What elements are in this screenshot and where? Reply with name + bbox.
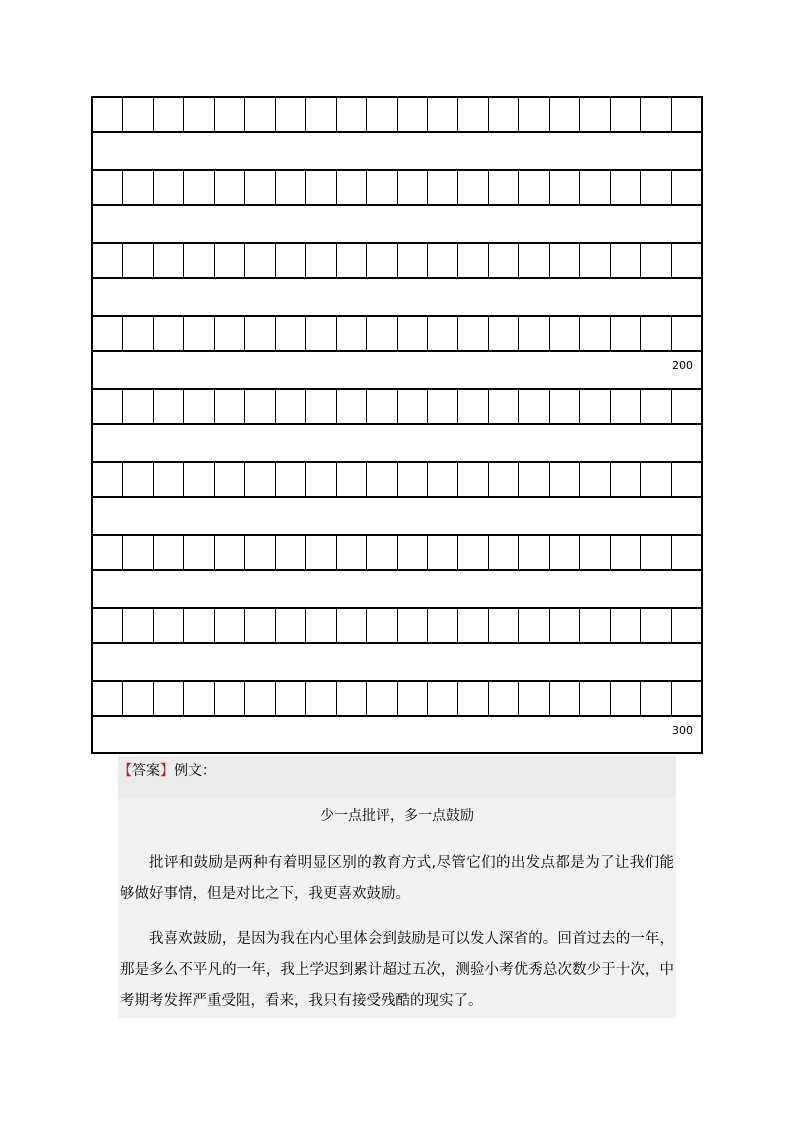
- grid-cell: [306, 317, 336, 351]
- grid-cell: [489, 244, 519, 278]
- grid-cell: [611, 244, 641, 278]
- grid-cell: [672, 98, 701, 132]
- grid-row-divider: [93, 277, 701, 279]
- grid-cell: [337, 390, 367, 424]
- grid-cell: [550, 98, 580, 132]
- grid-cell: [458, 463, 488, 497]
- grid-cell: [306, 536, 336, 570]
- grid-cell: [367, 244, 397, 278]
- grid-cell: [154, 609, 184, 643]
- essay-paragraph-2: 我喜欢鼓励，是因为我在内心里体会到鼓励是可以发人深省的。回首过去的一年，那是多么不平凡的一年，我上学迟到累计超过五次，测验小考优秀总次数少于十次，中考期考发挥严重受阻，看来，我只有接受残酷的现实了。: [120, 931, 674, 1009]
- grid-cell: [550, 317, 580, 351]
- grid-row: [93, 463, 701, 497]
- grid-cell: [580, 682, 610, 716]
- grid-cell: [93, 98, 123, 132]
- grid-cell: [93, 536, 123, 570]
- grid-cell: [215, 609, 245, 643]
- grid-cell: [580, 463, 610, 497]
- grid-cell: [184, 171, 214, 205]
- grid-cell: [276, 244, 306, 278]
- grid-cell: [519, 171, 549, 205]
- grid-cell: [611, 98, 641, 132]
- grid-cell: [672, 317, 701, 351]
- grid-cell: [184, 463, 214, 497]
- grid-cell: [184, 536, 214, 570]
- answer-section: [118, 756, 676, 1018]
- grid-row-divider: [93, 204, 701, 206]
- grid-cell: [93, 390, 123, 424]
- grid-cell: [611, 171, 641, 205]
- grid-row: [93, 244, 701, 278]
- grid-row: [93, 98, 701, 132]
- grid-cell: [611, 682, 641, 716]
- grid-cell: [245, 536, 275, 570]
- grid-cell: [489, 171, 519, 205]
- grid-cell: [215, 317, 245, 351]
- grid-cell: [428, 609, 458, 643]
- grid-cell: [184, 98, 214, 132]
- grid-cell: [489, 463, 519, 497]
- grid-cell: [123, 171, 153, 205]
- grid-cell: [367, 682, 397, 716]
- grid-cell: [519, 682, 549, 716]
- grid-cell: [428, 98, 458, 132]
- grid-row-divider: [93, 715, 701, 717]
- grid-cell: [276, 536, 306, 570]
- grid-cell: [550, 171, 580, 205]
- grid-cell: [672, 609, 701, 643]
- grid-cell: [398, 244, 428, 278]
- grid-cell: [458, 609, 488, 643]
- grid-cell: [184, 390, 214, 424]
- grid-cell: [367, 536, 397, 570]
- grid-cell: [550, 244, 580, 278]
- grid-cell: [458, 171, 488, 205]
- grid-cell: [672, 244, 701, 278]
- grid-cell: [519, 98, 549, 132]
- grid-row-divider: [93, 642, 701, 644]
- grid-cell: [93, 609, 123, 643]
- grid-cell: [428, 171, 458, 205]
- grid-cell: [337, 463, 367, 497]
- grid-cell: [154, 390, 184, 424]
- grid-cell: [184, 682, 214, 716]
- grid-cell: [580, 244, 610, 278]
- grid-cell: [428, 244, 458, 278]
- grid-cell: [428, 317, 458, 351]
- grid-cell: [489, 317, 519, 351]
- grid-cell: [641, 98, 671, 132]
- grid-cell: [154, 463, 184, 497]
- grid-cell: [458, 390, 488, 424]
- grid-cell: [154, 98, 184, 132]
- grid-cell: [123, 244, 153, 278]
- grid-cell: [611, 390, 641, 424]
- grid-cell: [398, 609, 428, 643]
- grid-cell: [398, 171, 428, 205]
- grid-cell: [489, 536, 519, 570]
- grid-cell: [337, 171, 367, 205]
- grid-cell: [458, 317, 488, 351]
- grid-cell: [580, 390, 610, 424]
- grid-cell: [154, 536, 184, 570]
- grid-cell: [398, 317, 428, 351]
- grid-cell: [519, 463, 549, 497]
- grid-cell: [550, 536, 580, 570]
- grid-cell: [398, 98, 428, 132]
- grid-cell: [489, 98, 519, 132]
- grid-cell: [611, 609, 641, 643]
- essay-paragraph-1: 批评和鼓励是两种有着明显区别的教育方式,尽管它们的出发点都是为了让我们能够做好事情，但是对比之下，我更喜欢鼓励。: [120, 855, 674, 902]
- grid-cell: [306, 171, 336, 205]
- grid-cell: [398, 536, 428, 570]
- grid-row-divider: [93, 569, 701, 571]
- grid-cell: [306, 609, 336, 643]
- grid-cell: [215, 390, 245, 424]
- answer-header: [118, 756, 676, 798]
- grid-row: [93, 390, 701, 424]
- grid-cell: [398, 390, 428, 424]
- grid-cell: [93, 244, 123, 278]
- grid-cell: [276, 98, 306, 132]
- grid-cell: [458, 536, 488, 570]
- grid-cell: [611, 463, 641, 497]
- grid-cell: [337, 317, 367, 351]
- answer-bracket-close: 】: [160, 763, 174, 779]
- grid-cell: [550, 682, 580, 716]
- grid-cell: [123, 317, 153, 351]
- grid-cell: [428, 463, 458, 497]
- grid-cell: [458, 98, 488, 132]
- grid-cell: [611, 536, 641, 570]
- grid-cell: [458, 682, 488, 716]
- grid-cell: [245, 98, 275, 132]
- grid-cell: [489, 682, 519, 716]
- grid-row: [93, 171, 701, 205]
- grid-cell: [215, 536, 245, 570]
- grid-cell: [672, 171, 701, 205]
- grid-cell: [519, 609, 549, 643]
- grid-cell: [154, 244, 184, 278]
- grid-cell: [337, 682, 367, 716]
- writing-grid: [91, 96, 703, 754]
- grid-cell: [519, 244, 549, 278]
- grid-row-divider: [93, 496, 701, 498]
- grid-row-divider: [93, 350, 701, 352]
- answer-label-suffix: 例文：: [174, 763, 216, 779]
- answer-label: 答案: [132, 763, 160, 779]
- grid-cell: [184, 244, 214, 278]
- grid-cell: [123, 390, 153, 424]
- grid-cell: [428, 682, 458, 716]
- grid-cell: [580, 609, 610, 643]
- grid-cell: [215, 682, 245, 716]
- grid-cell: [641, 317, 671, 351]
- grid-cell: [672, 390, 701, 424]
- grid-cell: [123, 609, 153, 643]
- grid-cell: [519, 317, 549, 351]
- grid-cell: [154, 682, 184, 716]
- grid-cell: [550, 463, 580, 497]
- grid-cell: [672, 682, 701, 716]
- grid-cell: [672, 463, 701, 497]
- grid-cell: [489, 609, 519, 643]
- grid-cell: [215, 463, 245, 497]
- grid-cell: [641, 463, 671, 497]
- grid-cell: [306, 463, 336, 497]
- grid-row-divider: [93, 131, 701, 133]
- grid-cell: [337, 536, 367, 570]
- grid-cell: [215, 98, 245, 132]
- grid-cell: [306, 390, 336, 424]
- grid-cell: [580, 171, 610, 205]
- grid-cell: [367, 171, 397, 205]
- grid-cell: [276, 609, 306, 643]
- word-count-marker: 300: [672, 724, 693, 737]
- grid-row: [93, 317, 701, 351]
- grid-cell: [550, 390, 580, 424]
- grid-cell: [154, 171, 184, 205]
- grid-cell: [641, 682, 671, 716]
- grid-row: [93, 536, 701, 570]
- grid-cell: [184, 317, 214, 351]
- grid-cell: [641, 609, 671, 643]
- grid-cell: [123, 536, 153, 570]
- grid-cell: [519, 536, 549, 570]
- grid-cell: [306, 682, 336, 716]
- grid-cell: [367, 317, 397, 351]
- grid-cell: [367, 390, 397, 424]
- grid-cell: [672, 536, 701, 570]
- grid-cell: [458, 244, 488, 278]
- grid-cell: [489, 390, 519, 424]
- answer-bracket-open: 【: [118, 763, 132, 779]
- grid-cell: [641, 390, 671, 424]
- grid-cell: [215, 244, 245, 278]
- grid-row-divider: [93, 423, 701, 425]
- grid-cell: [245, 682, 275, 716]
- grid-cell: [306, 244, 336, 278]
- word-count-marker: 200: [672, 359, 693, 372]
- grid-cell: [154, 317, 184, 351]
- grid-cell: [611, 317, 641, 351]
- grid-cell: [123, 463, 153, 497]
- grid-cell: [337, 244, 367, 278]
- grid-cell: [367, 98, 397, 132]
- grid-cell: [276, 682, 306, 716]
- grid-cell: [93, 317, 123, 351]
- grid-cell: [123, 682, 153, 716]
- essay-title: 少一点批评，多一点鼓励: [320, 808, 474, 824]
- grid-cell: [245, 244, 275, 278]
- grid-cell: [276, 463, 306, 497]
- grid-cell: [641, 244, 671, 278]
- grid-cell: [306, 98, 336, 132]
- grid-cell: [276, 390, 306, 424]
- grid-cell: [276, 317, 306, 351]
- grid-cell: [184, 609, 214, 643]
- grid-cell: [580, 98, 610, 132]
- grid-cell: [245, 609, 275, 643]
- grid-cell: [519, 390, 549, 424]
- grid-cell: [245, 317, 275, 351]
- grid-cell: [93, 171, 123, 205]
- grid-cell: [276, 171, 306, 205]
- grid-cell: [245, 463, 275, 497]
- grid-cell: [398, 682, 428, 716]
- grid-cell: [398, 463, 428, 497]
- grid-cell: [428, 390, 458, 424]
- grid-cell: [123, 98, 153, 132]
- grid-cell: [215, 171, 245, 205]
- grid-cell: [641, 171, 671, 205]
- grid-cell: [245, 390, 275, 424]
- grid-cell: [580, 317, 610, 351]
- grid-cell: [428, 536, 458, 570]
- grid-cell: [337, 609, 367, 643]
- grid-cell: [641, 536, 671, 570]
- grid-cell: [550, 609, 580, 643]
- grid-row: [93, 682, 701, 716]
- grid-row: [93, 609, 701, 643]
- grid-cell: [93, 463, 123, 497]
- grid-cell: [337, 98, 367, 132]
- grid-cell: [93, 682, 123, 716]
- grid-cell: [245, 171, 275, 205]
- grid-cell: [367, 609, 397, 643]
- grid-cell: [367, 463, 397, 497]
- grid-cell: [580, 536, 610, 570]
